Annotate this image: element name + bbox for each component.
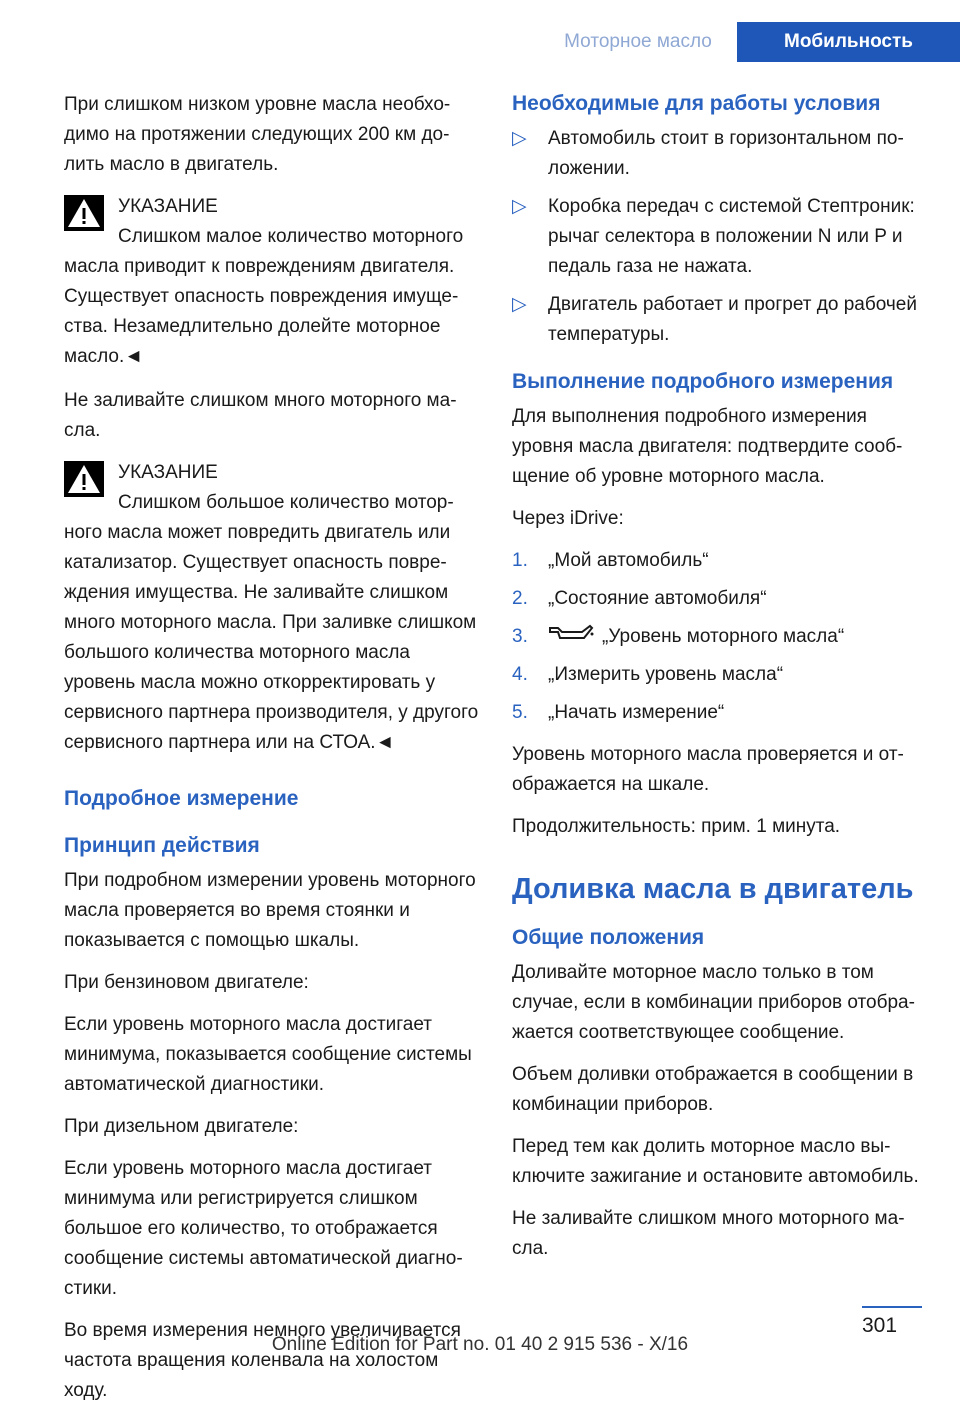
section-tab[interactable]: Моторное масло (564, 31, 712, 52)
subsection-heading: Общие положения (512, 926, 705, 950)
paragraph: Доливайте моторное масло только в том случае, если в комбинации приборов отображается соответствующее сообщение. (512, 962, 915, 1044)
paragraph: Если уровень моторного масла достигает минимума или регистрируется слишком большое его количество, то отображается сообщение системы автоматической диагностики. (64, 1158, 463, 1299)
paragraph: Перед тем как долить моторное масло выключите зажигание и остановите автомобиль. (512, 1136, 919, 1188)
paragraph: Через iDrive: (512, 508, 624, 529)
paragraph: При подробном измерении уровень моторного масла проверяется во время стоянки и показывается с помощью шкалы. (64, 870, 476, 951)
list-item: 3. „Уровень моторного масла“ (512, 622, 927, 652)
paragraph: Продолжительность: прим. 1 минута. (512, 816, 841, 838)
paragraph: При слишком низком уровне масла необходимо на протяжении следующих 200 км долить масло в двигатель. (64, 94, 451, 175)
oil-can-icon (548, 622, 594, 652)
list-item: ▷ Коробка передач с системой Стептроник: рычаг селектора в положении N или P и педаль газа не нажата. (512, 192, 927, 282)
triangle-bullet-icon: ▷ (512, 128, 527, 149)
paragraph: Во время измерения немного увеличивается частота вращения коленвала на холостом ходу. (64, 1320, 461, 1401)
warning-block (64, 192, 479, 372)
warning-text: Слишком большое количество моторного масла может повредить двигатель или катализатор. Существует опасность повреждения имущества. Не заливайте слишком много моторного масла. При заливке слишком большого количества моторного масла уровень масла можно откорректировать у сервисного партнера производителя, у другого сервисного партнера или на СТОА.◄ (64, 492, 479, 753)
paragraph: Не заливайте слишком много моторного масла. (512, 1208, 905, 1260)
list-item: 2. „Состояние автомобиля“ (512, 588, 767, 609)
warning-text: Слишком малое количество моторного масла приводит к повреждениям двигателя. Существует опасность повреждения имущества. Незамедлительно долейте моторное масло.◄ (64, 226, 464, 367)
paragraph: При бензиновом двигателе: (64, 972, 309, 993)
list-item: ▷ Автомобиль стоит в горизонтальном положении. (512, 124, 927, 184)
warning-heading: УКАЗАНИЕ (118, 196, 218, 217)
triangle-bullet-icon: ▷ (512, 196, 527, 217)
paragraph: Объем доливки отображается в сообщении в комбинации приборов. (512, 1064, 914, 1116)
page-header (0, 0, 960, 62)
triangle-bullet-icon: ▷ (512, 294, 527, 315)
list-item: 1. „Мой автомобиль“ (512, 550, 709, 571)
right-column (512, 90, 927, 1276)
paragraph: Если уровень моторного масла достигает минимума, показывается сообщение системы автоматической диагностики. (64, 1014, 472, 1095)
idrive-steps-list (512, 546, 927, 728)
list-item: 4. „Измерить уровень масла“ (512, 664, 784, 686)
edition-line: Online Edition for Part no. 01 40 2 915 536 - X/16 (271, 1334, 689, 1355)
footer-rule (862, 1306, 922, 1308)
subsection-heading: Принцип действия (64, 834, 260, 857)
subsection-heading: Необходимые для работы условия (512, 92, 881, 115)
chapter-heading: Доливка масла в двигатель (512, 873, 914, 906)
subsection-heading: Выполнение подробного измерения (512, 370, 894, 393)
warning-heading: УКАЗАНИЕ (118, 462, 218, 483)
list-item: ▷ Двигатель работает и прогрет до рабочей температуры. (512, 290, 927, 350)
warning-triangle-icon (64, 461, 104, 497)
paragraph: Уровень моторного масла проверяется и отображается на шкале. (512, 744, 904, 796)
left-column (64, 90, 479, 1418)
page-number: 301 (862, 1314, 898, 1337)
paragraph: При дизельном двигателе: (64, 1116, 299, 1137)
section-heading: Подробное измерение (64, 787, 299, 810)
paragraph: Для выполнения подробного измерения уровня масла двигателя: подтвердите сообщение об уровне моторного масла. (512, 406, 903, 487)
list-item: 5. „Начать измерение“ (512, 702, 725, 724)
warning-triangle-icon (64, 195, 104, 231)
warning-block (64, 458, 479, 758)
paragraph: Не заливайте слишком много моторного масла. (64, 390, 457, 441)
chapter-tab[interactable]: Мобильность (737, 22, 960, 62)
conditions-list (512, 124, 927, 350)
